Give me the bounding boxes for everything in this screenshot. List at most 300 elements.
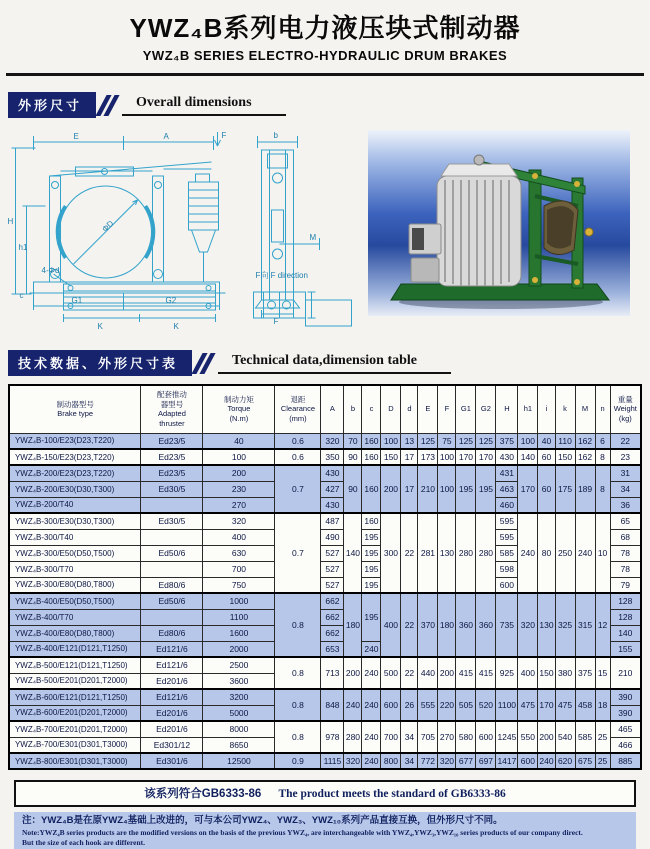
value-cell: Ed50/6: [141, 593, 203, 609]
value-cell: 270: [438, 721, 456, 753]
value-cell: Ed301/12: [141, 737, 203, 753]
dim-label-G2: G2: [165, 296, 177, 305]
value-cell: 375: [496, 433, 518, 449]
value-cell: Ed121/6: [141, 641, 203, 657]
value-cell: 430: [496, 449, 518, 465]
value-cell: 585: [496, 545, 518, 561]
column-header: c: [362, 385, 381, 433]
value-cell: 705: [418, 721, 438, 753]
brake-type-cell: YWZ₄B-300/T70: [9, 561, 141, 577]
value-cell: 800: [381, 753, 401, 769]
value-cell: [141, 497, 203, 513]
value-cell: 1600: [203, 625, 275, 641]
value-cell: 140: [518, 449, 538, 465]
column-header: H: [496, 385, 518, 433]
value-cell: 128: [610, 609, 641, 625]
value-cell: 140: [610, 625, 641, 641]
value-cell: 240: [362, 689, 381, 721]
value-cell: [141, 529, 203, 545]
value-cell: 320: [321, 433, 344, 449]
brake-type-cell: YWZ₄B-800/E301(D301,T3000): [9, 753, 141, 769]
column-header: 制动器型号 Brake type: [9, 385, 141, 433]
value-cell: 350: [321, 449, 344, 465]
value-cell: 598: [496, 561, 518, 577]
brake-type-cell: YWZ₄B-300/E80(D80,T800): [9, 577, 141, 593]
value-cell: Ed201/6: [141, 721, 203, 737]
value-cell: 25: [595, 753, 610, 769]
value-cell: 458: [575, 689, 595, 721]
dim-label-K1: K: [97, 322, 103, 331]
value-cell: 505: [456, 689, 476, 721]
value-cell: 280: [456, 513, 476, 593]
value-cell: Ed301/6: [141, 753, 203, 769]
value-cell: 430: [321, 465, 344, 481]
value-cell: 320: [344, 753, 362, 769]
footnote-en-line2: But the size of each hook are different.: [22, 837, 146, 847]
value-cell: 320: [438, 753, 456, 769]
brake-type-cell: YWZ₄B-700/E301(D301,T3000): [9, 737, 141, 753]
brake-type-cell: YWZ₄B-400/T70: [9, 609, 141, 625]
value-cell: 370: [418, 593, 438, 657]
value-cell: 250: [555, 513, 575, 593]
value-cell: 3600: [203, 673, 275, 689]
value-cell: 315: [575, 593, 595, 657]
value-cell: 150: [555, 449, 575, 465]
section-label-en: Technical data,dimension table: [218, 353, 451, 374]
value-cell: 100: [203, 449, 275, 465]
value-cell: 0.8: [275, 689, 321, 721]
value-cell: 17: [401, 465, 418, 513]
table-row: [9, 449, 641, 465]
value-cell: 160: [362, 449, 381, 465]
value-cell: 195: [362, 577, 381, 593]
table-row: [9, 465, 641, 481]
value-cell: 440: [418, 657, 438, 689]
value-cell: 31: [610, 465, 641, 481]
value-cell: 125: [476, 433, 496, 449]
value-cell: 600: [476, 721, 496, 753]
value-cell: 195: [362, 529, 381, 545]
value-cell: Ed121/6: [141, 657, 203, 673]
table-row: [9, 593, 641, 609]
value-cell: 240: [362, 721, 381, 753]
value-cell: Ed30/5: [141, 481, 203, 497]
dim-label-phiD: ΦD: [100, 218, 116, 234]
value-cell: 160: [362, 433, 381, 449]
value-cell: 100: [381, 433, 401, 449]
value-cell: 240: [575, 513, 595, 593]
value-cell: 170: [456, 449, 476, 465]
value-cell: 662: [321, 609, 344, 625]
f-direction-label: F向 F direction: [255, 271, 308, 280]
value-cell: 170: [518, 465, 538, 513]
value-cell: 210: [610, 657, 641, 689]
table-row: [9, 689, 641, 705]
value-cell: 320: [203, 513, 275, 529]
value-cell: 1000: [203, 593, 275, 609]
value-cell: 400: [518, 657, 538, 689]
value-cell: 0.6: [275, 433, 321, 449]
value-cell: 400: [381, 593, 401, 657]
column-header: h1: [518, 385, 538, 433]
value-cell: 300: [381, 513, 401, 593]
value-cell: 22: [610, 433, 641, 449]
value-cell: 431: [496, 465, 518, 481]
dim-label-c: c: [19, 291, 24, 300]
brake-type-cell: YWZ₄B-400/E80(D80,T800): [9, 625, 141, 641]
brake-type-cell: YWZ₄B-500/E201(D201,T2000): [9, 673, 141, 689]
value-cell: 885: [610, 753, 641, 769]
value-cell: 925: [496, 657, 518, 689]
brake-type-cell: YWZ₄B-500/E121(D121,T1250): [9, 657, 141, 673]
column-header: n: [595, 385, 610, 433]
column-header: i: [538, 385, 555, 433]
value-cell: 550: [518, 721, 538, 753]
spec-table: [8, 384, 642, 770]
value-cell: 195: [476, 465, 496, 513]
spec-table-body: [9, 433, 641, 769]
column-header: 配套推动 器型号 Adapted thruster: [141, 385, 203, 433]
value-cell: 2500: [203, 657, 275, 673]
value-cell: 25: [595, 721, 610, 753]
dim-label-A: A: [163, 132, 169, 141]
value-cell: 17: [401, 449, 418, 465]
value-cell: 125: [456, 433, 476, 449]
value-cell: 325: [555, 593, 575, 657]
value-cell: 540: [555, 721, 575, 753]
value-cell: 130: [538, 593, 555, 657]
value-cell: Ed121/6: [141, 689, 203, 705]
value-cell: 0.6: [275, 449, 321, 465]
section-technical-data: [8, 350, 650, 376]
brake-type-cell: YWZ₄B-600/E121(D121,T1250): [9, 689, 141, 705]
value-cell: 195: [362, 593, 381, 641]
dim-label-b: b: [273, 131, 278, 140]
value-cell: 23: [610, 449, 641, 465]
value-cell: 100: [438, 465, 456, 513]
value-cell: 595: [496, 529, 518, 545]
standard-box: [14, 780, 636, 807]
dim-label-F-side: F: [273, 317, 279, 326]
value-cell: 200: [344, 657, 362, 689]
dim-label-E: E: [73, 132, 79, 141]
value-cell: 390: [610, 705, 641, 721]
value-cell: 620: [555, 753, 575, 769]
dimension-diagram: [2, 126, 354, 334]
value-cell: 162: [575, 449, 595, 465]
value-cell: 34: [401, 753, 418, 769]
value-cell: 100: [438, 449, 456, 465]
value-cell: 13: [401, 433, 418, 449]
brake-type-cell: YWZ₄B-200/T40: [9, 497, 141, 513]
value-cell: [141, 609, 203, 625]
value-cell: 65: [610, 513, 641, 529]
value-cell: 700: [203, 561, 275, 577]
value-cell: 125: [418, 433, 438, 449]
value-cell: 80: [538, 513, 555, 593]
dim-label-h1: h1: [18, 243, 28, 252]
value-cell: 34: [610, 481, 641, 497]
value-cell: 162: [575, 433, 595, 449]
value-cell: 170: [476, 449, 496, 465]
value-cell: 580: [456, 721, 476, 753]
value-cell: 555: [418, 689, 438, 721]
value-cell: 360: [476, 593, 496, 657]
value-cell: 475: [555, 689, 575, 721]
section-label-en: Overall dimensions: [122, 95, 286, 116]
value-cell: 240: [518, 513, 538, 593]
brake-type-cell: YWZ₄B-600/E201(D201,T2000): [9, 705, 141, 721]
value-cell: 490: [321, 529, 344, 545]
value-cell: 210: [418, 465, 438, 513]
value-cell: 527: [321, 545, 344, 561]
value-cell: 1100: [496, 689, 518, 721]
value-cell: 460: [496, 497, 518, 513]
value-cell: 1115: [321, 753, 344, 769]
value-cell: 40: [538, 433, 555, 449]
value-cell: 195: [362, 545, 381, 561]
value-cell: 0.7: [275, 513, 321, 593]
value-cell: 320: [518, 593, 538, 657]
value-cell: 240: [538, 753, 555, 769]
value-cell: 200: [438, 657, 456, 689]
value-cell: 600: [496, 577, 518, 593]
value-cell: 220: [438, 689, 456, 721]
value-cell: 240: [362, 657, 381, 689]
value-cell: 466: [610, 737, 641, 753]
column-header: E: [418, 385, 438, 433]
product-photo: [368, 130, 630, 316]
value-cell: 415: [456, 657, 476, 689]
value-cell: 79: [610, 577, 641, 593]
brake-type-cell: YWZ₄B-300/E30(D30,T300): [9, 513, 141, 529]
value-cell: 170: [538, 689, 555, 721]
value-cell: 5000: [203, 705, 275, 721]
value-cell: 110: [555, 433, 575, 449]
footnote-en-line1: Note:YWZ₄B series products are the modified versions on the basis of the previous YWZ₄, are interchangeable with YWZ₄,YWZ₃,YWZ₁₀ series products of our company direct.: [22, 827, 583, 837]
dim-label-bolt: 4-Φd: [41, 266, 60, 275]
value-cell: 8650: [203, 737, 275, 753]
value-cell: 520: [476, 689, 496, 721]
value-cell: 662: [321, 625, 344, 641]
value-cell: Ed80/6: [141, 577, 203, 593]
dim-label-K2: K: [173, 322, 179, 331]
footnote-zh: 注：YWZ₄B是在原YWZ₄基础上改进的，可与本公司YWZ₄、YWZ₃、YWZ₁₀系列产品直接互换，但外形尺寸不同。: [22, 815, 503, 826]
value-cell: 155: [610, 641, 641, 657]
value-cell: Ed30/5: [141, 513, 203, 529]
value-cell: 90: [344, 449, 362, 465]
value-cell: 735: [496, 593, 518, 657]
value-cell: 15: [595, 657, 610, 689]
column-header: M: [575, 385, 595, 433]
table-row: [9, 753, 641, 769]
value-cell: 22: [401, 593, 418, 657]
value-cell: 281: [418, 513, 438, 593]
value-cell: 12: [595, 593, 610, 657]
value-cell: 487: [321, 513, 344, 529]
value-cell: Ed201/6: [141, 673, 203, 689]
value-cell: 360: [456, 593, 476, 657]
value-cell: 0.8: [275, 593, 321, 657]
value-cell: 280: [476, 513, 496, 593]
value-cell: 600: [518, 753, 538, 769]
value-cell: 240: [344, 689, 362, 721]
value-cell: 0.8: [275, 721, 321, 753]
page-title: YWZ₄B系列电力液压块式制动器: [129, 13, 521, 43]
value-cell: Ed23/5: [141, 433, 203, 449]
value-cell: 78: [610, 545, 641, 561]
value-cell: 140: [344, 513, 362, 593]
value-cell: 75: [438, 433, 456, 449]
value-cell: 200: [538, 721, 555, 753]
value-cell: 390: [610, 689, 641, 705]
column-header: 重量 Weight (kg): [610, 385, 641, 433]
value-cell: 130: [438, 513, 456, 593]
brake-type-cell: YWZ₄B-150/E23(D23,T220): [9, 449, 141, 465]
value-cell: 40: [203, 433, 275, 449]
value-cell: 68: [610, 529, 641, 545]
value-cell: 772: [418, 753, 438, 769]
value-cell: 22: [401, 513, 418, 593]
value-cell: 270: [203, 497, 275, 513]
brake-type-cell: YWZ₄B-400/E50(D50,T500): [9, 593, 141, 609]
value-cell: 700: [381, 721, 401, 753]
value-cell: 230: [203, 481, 275, 497]
value-cell: 0.9: [275, 753, 321, 769]
value-cell: 1100: [203, 609, 275, 625]
footnote: [14, 812, 636, 849]
brake-type-cell: YWZ₄B-300/T40: [9, 529, 141, 545]
table-row: [9, 513, 641, 529]
column-header: k: [555, 385, 575, 433]
value-cell: 750: [203, 577, 275, 593]
column-header: A: [321, 385, 344, 433]
value-cell: 463: [496, 481, 518, 497]
page-subtitle: YWZ₄B SERIES ELECTRO-HYDRAULIC DRUM BRAKES: [142, 48, 508, 63]
value-cell: 22: [401, 657, 418, 689]
value-cell: 60: [538, 449, 555, 465]
section-label-zh: 技术数据、外形尺寸表: [8, 350, 192, 376]
value-cell: 180: [344, 593, 362, 657]
value-cell: 375: [575, 657, 595, 689]
value-cell: 430: [321, 497, 344, 513]
value-cell: 415: [476, 657, 496, 689]
value-cell: 8000: [203, 721, 275, 737]
brake-type-cell: YWZ₄B-700/E201(D201,T2000): [9, 721, 141, 737]
value-cell: 595: [496, 513, 518, 529]
table-row: [9, 433, 641, 449]
column-header: D: [381, 385, 401, 433]
value-cell: 8: [595, 465, 610, 513]
value-cell: 240: [362, 641, 381, 657]
value-cell: 848: [321, 689, 344, 721]
value-cell: 34: [401, 721, 418, 753]
value-cell: 18: [595, 689, 610, 721]
brake-photo-illustration: [379, 136, 619, 316]
value-cell: 978: [321, 721, 344, 753]
value-cell: 200: [381, 465, 401, 513]
section-label-zh: 外形尺寸: [8, 92, 96, 118]
value-cell: 280: [344, 721, 362, 753]
value-cell: 200: [203, 465, 275, 481]
value-cell: 10: [595, 513, 610, 593]
column-header: d: [401, 385, 418, 433]
column-header: G2: [476, 385, 496, 433]
value-cell: 160: [362, 513, 381, 529]
brake-type-cell: YWZ₄B-300/E50(D50,T500): [9, 545, 141, 561]
value-cell: 12500: [203, 753, 275, 769]
value-cell: 240: [362, 753, 381, 769]
divider-rule: [6, 73, 644, 76]
column-header: F: [438, 385, 456, 433]
value-cell: 653: [321, 641, 344, 657]
value-cell: 175: [555, 465, 575, 513]
value-cell: 100: [518, 433, 538, 449]
value-cell: 70: [344, 433, 362, 449]
value-cell: 400: [203, 529, 275, 545]
standard-en: The product meets the standard of GB6333-86: [278, 788, 506, 800]
value-cell: 1245: [496, 721, 518, 753]
value-cell: 630: [203, 545, 275, 561]
value-cell: 180: [438, 593, 456, 657]
value-cell: 150: [381, 449, 401, 465]
value-cell: 0.7: [275, 465, 321, 513]
column-header: b: [344, 385, 362, 433]
value-cell: 6: [595, 433, 610, 449]
value-cell: 195: [456, 465, 476, 513]
column-header: 退距 Clearance (mm): [275, 385, 321, 433]
value-cell: 128: [610, 593, 641, 609]
value-cell: 1417: [496, 753, 518, 769]
value-cell: [141, 561, 203, 577]
value-cell: 150: [538, 657, 555, 689]
dim-label-F-top: F: [221, 131, 227, 140]
value-cell: 78: [610, 561, 641, 577]
value-cell: Ed23/5: [141, 449, 203, 465]
column-header: 制动力矩 Torque (N.m): [203, 385, 275, 433]
table-row: [9, 721, 641, 737]
value-cell: Ed80/6: [141, 625, 203, 641]
value-cell: 662: [321, 593, 344, 609]
column-header: G1: [456, 385, 476, 433]
value-cell: 195: [362, 561, 381, 577]
value-cell: 3200: [203, 689, 275, 705]
value-cell: 2000: [203, 641, 275, 657]
dim-label-G1: G1: [71, 296, 83, 305]
value-cell: 427: [321, 481, 344, 497]
value-cell: 26: [401, 689, 418, 721]
value-cell: 90: [344, 465, 362, 513]
value-cell: Ed23/5: [141, 465, 203, 481]
value-cell: 527: [321, 577, 344, 593]
brake-type-cell: YWZ₄B-100/E23(D23,T220): [9, 433, 141, 449]
value-cell: 0.8: [275, 657, 321, 689]
figures-row: [2, 126, 648, 334]
value-cell: 465: [610, 721, 641, 737]
value-cell: 697: [476, 753, 496, 769]
value-cell: 8: [595, 449, 610, 465]
value-cell: 675: [575, 753, 595, 769]
value-cell: 160: [362, 465, 381, 513]
value-cell: 500: [381, 657, 401, 689]
value-cell: 173: [418, 449, 438, 465]
dim-label-M: M: [309, 233, 317, 242]
value-cell: 527: [321, 561, 344, 577]
dim-label-H: H: [7, 217, 14, 226]
value-cell: 60: [538, 465, 555, 513]
value-cell: 585: [575, 721, 595, 753]
value-cell: 475: [518, 689, 538, 721]
